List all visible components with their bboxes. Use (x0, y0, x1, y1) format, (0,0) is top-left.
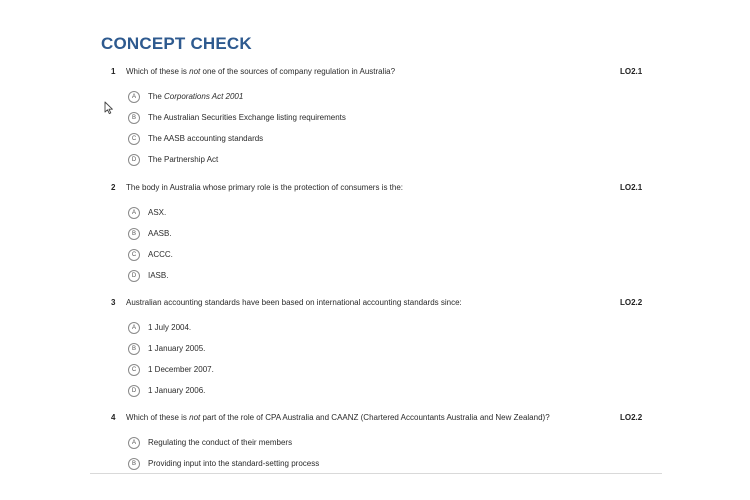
question-number: 1 (111, 67, 116, 76)
option-label (148, 271, 168, 280)
question-text-part: The body in Australia whose primary role is the protection of consumers is the: (126, 183, 404, 192)
bottom-divider (90, 473, 662, 474)
option-letter-badge: D (128, 385, 140, 397)
mouse-cursor-icon (104, 101, 114, 115)
option-letter-badge: C (128, 249, 140, 261)
question-number: 4 (111, 413, 116, 422)
option-label (148, 155, 218, 164)
option-text-part: 1 January 2006. (148, 386, 206, 395)
option-label (148, 365, 214, 374)
learning-objective-tag: LO2.2 (620, 298, 643, 307)
question-text-part: part of the role of CPA Australia and CAANZ (Chartered Accountants Australia and New Zealand)? (200, 413, 550, 422)
option-label (148, 344, 205, 353)
question-text-part: Which of these is (126, 413, 190, 422)
option-text-part: The AASB accounting standards (148, 134, 264, 143)
option-text-part: ASX. (148, 208, 167, 217)
option-text-part: IASB. (148, 271, 169, 280)
question-text-emphasis: not (189, 413, 201, 422)
option-label (148, 386, 205, 395)
option-letter-badge: A (128, 91, 140, 103)
option-letter-badge: A (128, 207, 140, 219)
question-text-part: one of the sources of company regulation in Australia? (200, 67, 396, 76)
option-letter-badge: C (128, 133, 140, 145)
option-text-part: 1 July 2004. (148, 323, 192, 332)
option-letter-badge: B (128, 112, 140, 124)
option-letter-badge: A (128, 322, 140, 334)
option-text-part: Regulating the conduct of their members (148, 438, 293, 447)
option-text-emphasis: Corporations Act 2001 (164, 92, 244, 101)
option-letter-badge: B (128, 343, 140, 355)
question-text (126, 183, 606, 192)
option-label (148, 459, 319, 468)
page-title: CONCEPT CHECK (101, 34, 252, 53)
option-letter-badge: B (128, 458, 140, 470)
option-text-part: AASB. (148, 229, 172, 238)
question-number: 3 (111, 298, 116, 307)
option-text-part: ACCC. (148, 250, 173, 259)
question-text (126, 298, 606, 307)
option-label (148, 208, 166, 217)
option-letter-badge: C (128, 364, 140, 376)
option-label (148, 250, 173, 259)
question-number: 2 (111, 183, 116, 192)
question-text-part: Which of these is (126, 67, 190, 76)
learning-objective-tag: LO2.2 (620, 413, 643, 422)
option-letter-badge: D (128, 154, 140, 166)
option-text-part: 1 January 2005. (148, 344, 206, 353)
option-letter-badge: B (128, 228, 140, 240)
option-text-part: 1 December 2007. (148, 365, 214, 374)
learning-objective-tag: LO2.1 (620, 183, 643, 192)
option-text-part: The Australian Securities Exchange listing requirements (148, 113, 346, 122)
question-text-part: Australian accounting standards have been based on international accounting standards since: (126, 298, 462, 307)
question-text-emphasis: not (189, 67, 201, 76)
option-text-part: The Partnership Act (148, 155, 219, 164)
option-label (148, 438, 292, 447)
option-label (148, 113, 346, 122)
option-label (148, 323, 191, 332)
option-text-part: The (148, 92, 165, 101)
option-text-part: Providing input into the standard-setting process (148, 459, 320, 468)
learning-objective-tag: LO2.1 (620, 67, 643, 76)
question-text (126, 67, 606, 76)
option-label (148, 134, 263, 143)
option-label (148, 229, 172, 238)
option-label (148, 92, 243, 101)
option-letter-badge: D (128, 270, 140, 282)
option-letter-badge: A (128, 437, 140, 449)
question-text (126, 413, 606, 422)
